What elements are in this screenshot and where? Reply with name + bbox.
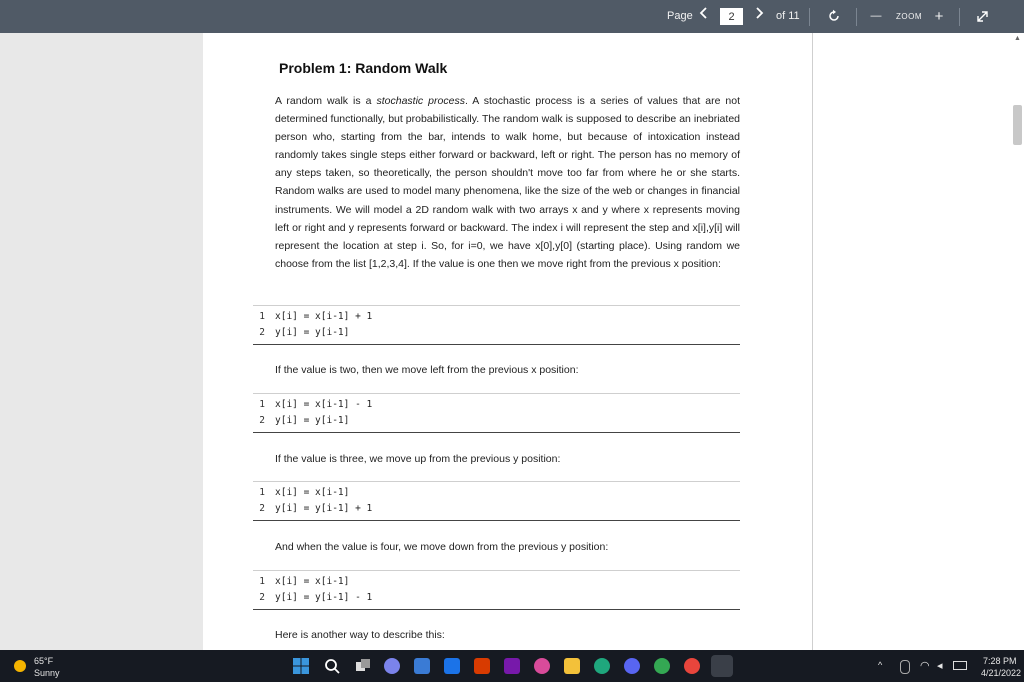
page-label: Page [667, 10, 693, 22]
line-number: 1 [259, 399, 265, 410]
intro-text-start: A random walk is a [275, 95, 372, 107]
windows-start-icon[interactable] [293, 658, 309, 674]
document-toolbar [0, 0, 1024, 33]
sun-icon [14, 660, 26, 672]
battery-icon[interactable] [953, 661, 967, 670]
taskbar [0, 650, 1024, 682]
code-line [253, 325, 740, 341]
task-view-icon[interactable] [355, 658, 371, 674]
code-block [253, 305, 740, 345]
zoom-out-button[interactable]: — [870, 10, 882, 22]
onenote-icon[interactable] [504, 658, 520, 674]
scrollbar-thumb[interactable] [1013, 105, 1022, 145]
line-number: 2 [259, 327, 265, 338]
next-page-button[interactable] [752, 0, 766, 33]
intro-paragraph [275, 92, 740, 273]
clock-date[interactable]: 4/21/2022 [981, 668, 1022, 678]
discord-icon[interactable] [624, 658, 640, 674]
code-block [253, 570, 740, 610]
chrome-icon[interactable] [654, 658, 670, 674]
toolbar-divider [809, 8, 810, 26]
search-icon[interactable] [324, 658, 340, 674]
chrome-profile-icon[interactable] [684, 658, 700, 674]
intro-text-rest: . A stochastic process is a series of values that are not determined functionally, but probabilistically. The random walk is supposed to describe an inebriated person who, starting from the bar, intends to walk home, but because of intoxication instead randomly takes single steps either forward or backward, left or right. The person has no memory of any steps taken, so theoretically, the person shouldn't move too far from where he or she starts. Random walks are used to model many phenomena, like the size of the web or changes in financial instruments. We will model a 2D random walk with two arrays x and y where x represents moving left or right and y represents forward or backward. The index i will represent the step and x[i],y[i] will represent the location at step i. So, for i=0, we have x[0],y[0] (starting place). Using random we choose from the list [1,2,3,4]. If the value is one then we move right from the previous x position: [275, 95, 741, 270]
teams-chat-icon[interactable] [384, 658, 400, 674]
line-number: 1 [259, 487, 265, 498]
line-number: 2 [259, 415, 265, 426]
rotate-icon [827, 9, 841, 23]
code-text: y[i] = y[i-1] [275, 327, 350, 338]
weather-desc[interactable]: Sunny [34, 668, 60, 678]
paragraph-value-three: If the value is three, we move up from the previous y position: [275, 453, 561, 465]
previous-page-button[interactable] [697, 0, 711, 33]
rotate-button[interactable] [825, 0, 843, 33]
edge-icon[interactable] [594, 658, 610, 674]
weather-temp[interactable]: 65°F [34, 656, 54, 666]
chevron-right-icon [754, 7, 764, 19]
scroll-up-icon[interactable]: ▲ [1014, 35, 1021, 42]
code-text: x[i] = x[i-1] [275, 487, 350, 498]
office-icon[interactable] [474, 658, 490, 674]
toolbar-divider [856, 8, 857, 26]
widgets-icon[interactable] [414, 658, 430, 674]
document-viewer[interactable] [0, 33, 1024, 650]
line-number: 1 [259, 311, 265, 322]
page-number-input[interactable] [720, 8, 743, 25]
code-text: y[i] = y[i-1] [275, 415, 350, 426]
paragraph-value-two: If the value is two, then we move left from the previous x position: [275, 364, 579, 376]
zoom-in-button[interactable]: + [934, 8, 944, 25]
code-line [253, 309, 740, 325]
line-number: 2 [259, 503, 265, 514]
paragraph-value-four: And when the value is four, we move down from the previous y position: [275, 541, 609, 553]
code-text: x[i] = x[i-1] [275, 576, 350, 587]
page-count: of 11 [776, 10, 800, 22]
code-line [253, 590, 740, 606]
right-panel [813, 33, 1024, 650]
code-line [253, 485, 740, 501]
file-explorer-icon[interactable] [564, 658, 580, 674]
code-line [253, 574, 740, 590]
code-text: x[i] = x[i-1] + 1 [275, 311, 373, 322]
zoom-label: ZOOM [896, 12, 922, 21]
code-line [253, 397, 740, 413]
microphone-icon[interactable] [900, 660, 910, 674]
code-text: x[i] = x[i-1] - 1 [275, 399, 373, 410]
problem-heading: Problem 1: Random Walk [279, 60, 448, 76]
code-line [253, 501, 740, 517]
document-viewer-icon[interactable] [711, 655, 733, 677]
chevron-up-icon[interactable]: ^ [878, 660, 883, 670]
chevron-left-icon [699, 7, 709, 19]
clock-time[interactable]: 7:28 PM [983, 656, 1017, 666]
speaker-icon[interactable]: ◂ [937, 660, 943, 672]
mail-icon[interactable] [444, 658, 460, 674]
code-block [253, 481, 740, 521]
line-number: 2 [259, 592, 265, 603]
paragraph-another-way: Here is another way to describe this: [275, 629, 445, 641]
expand-icon [976, 10, 989, 23]
code-text: y[i] = y[i-1] - 1 [275, 592, 373, 603]
toolbar-divider [959, 8, 960, 26]
music-icon[interactable] [534, 658, 550, 674]
fullscreen-button[interactable] [973, 0, 991, 33]
wifi-icon[interactable]: ◠ [920, 660, 930, 672]
document-page [203, 33, 813, 650]
code-text: y[i] = y[i-1] + 1 [275, 503, 373, 514]
line-number: 1 [259, 576, 265, 587]
code-block [253, 393, 740, 433]
intro-emphasis: stochastic process [376, 95, 465, 107]
code-line [253, 413, 740, 429]
